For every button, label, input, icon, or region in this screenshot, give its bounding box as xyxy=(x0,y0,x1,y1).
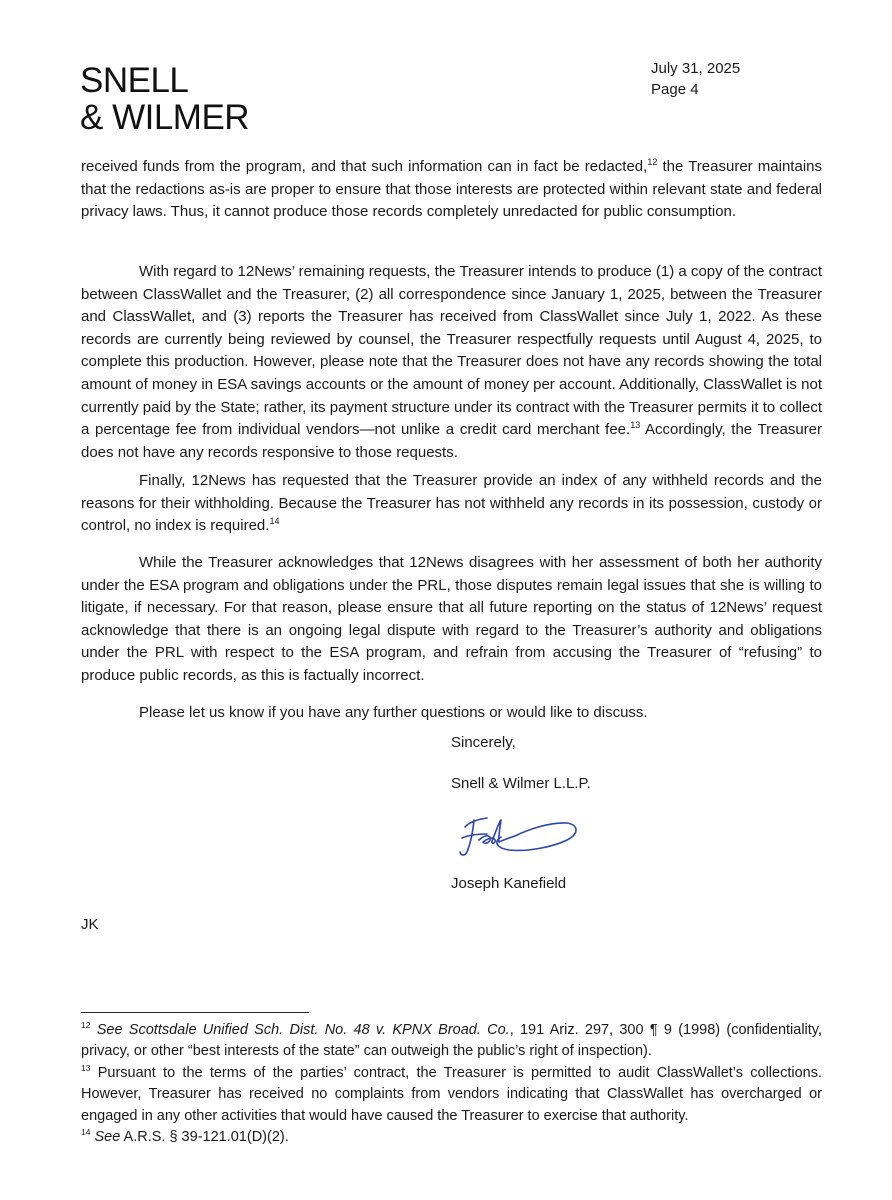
footnote-12 xyxy=(81,1020,822,1063)
logo-line-1: SNELL xyxy=(80,61,189,100)
footnote-ref-12[interactable]: 12 xyxy=(647,157,658,167)
paragraph-5 xyxy=(81,702,822,725)
paragraph-1 xyxy=(81,156,822,224)
footnote-ref-13[interactable]: 13 xyxy=(630,420,641,431)
page-number: Page 4 xyxy=(651,81,699,98)
footnote-12-case: Scottsdale Unified Sch. Dist. No. 48 v. KPNX Broad. Co. xyxy=(122,1022,510,1038)
footnote-divider xyxy=(81,1012,309,1013)
footnote-12-text: , 191 Ariz. 297, 300 ¶ 9 (1998) (confidentiality, privacy, or other “best interests of the state” can outweigh the public’s right of inspection). xyxy=(81,1022,823,1060)
header-meta xyxy=(651,58,740,100)
footnote-12-number: 12 xyxy=(81,1020,91,1031)
footnote-13-text: Pursuant to the terms of the parties’ contract, the Treasurer is permitted to audit ClassWallet’s collections. However, Treasurer has received no complaints from vendors indicating that ClassWallet has overcharged or engaged in any other activities that would have caused the Treasurer to exercise that authority. xyxy=(81,1064,822,1124)
closing-salutation: Sincerely, xyxy=(451,734,516,751)
firm-logo xyxy=(80,62,249,136)
footnote-12-see: See xyxy=(96,1022,123,1038)
closing-firm: Snell & Wilmer L.L.P. xyxy=(451,775,591,792)
footnote-ref-14[interactable]: 14 xyxy=(269,516,280,527)
letter-date: July 31, 2025 xyxy=(651,60,741,77)
paragraph-3 xyxy=(81,470,822,538)
paragraph-2-text-a: With regard to 12News’ remaining requests, the Treasurer intends to produce (1) a copy of the contract between ClassWallet and the Treasurer, (2) all correspondence since January 1, 2025, between the Treasurer and ClassWallet, and (3) reports the Treasurer has received from ClassWallet since July 1, 2022. As these records are currently being reviewed by counsel, the Treasurer respectfully requests until August 4, 2025, to complete this production. However, please note that the Treasurer does not have any records showing the total amount of money in ESA savings accounts or the amount of money per account. Additionally, ClassWallet is not currently paid by the State; rather, its payment structure under its contract with the Treasurer permits it to collect a percentage fee from individual vendors—not unlike a credit card merchant fee. xyxy=(81,263,822,439)
paragraph-4-text: While the Treasurer acknowledges that 12News disagrees with her assessment of both her authority under the ESA program and obligations under the PRL, those disputes remain legal issues that she is willing to litigate, if necessary. For that reason, please ensure that all future reporting on the status of 12News’ request acknowledge that there is an ongoing legal dispute with regard to the Treasurer’s authority and obligations under the PRL with respect to the ESA program, and refrain from accusing the Treasurer of “refusing” to produce public records, as this is factually incorrect. xyxy=(81,554,822,684)
footnote-14-text: A.R.S. § 39-121.01(D)(2). xyxy=(120,1129,289,1146)
paragraph-5-text: Please let us know if you have any further questions or would like to discuss. xyxy=(139,704,648,721)
footnote-14-number: 14 xyxy=(81,1127,91,1138)
signature-image xyxy=(457,812,582,860)
footnote-14 xyxy=(81,1127,822,1148)
signatory-name: Joseph Kanefield xyxy=(451,875,567,892)
paragraph-1-text-b: the Treasurer maintains that the redactions as-is are proper to ensure that those interests are protected within relevant state and federal privacy laws. Thus, it cannot produce those records completely unredacted for public consumption. xyxy=(81,158,822,221)
footnote-13 xyxy=(81,1063,822,1127)
footnote-13-number: 13 xyxy=(81,1062,91,1073)
footnotes xyxy=(81,1020,822,1148)
paragraph-1-text-a: received funds from the program, and that such information can in fact be redacted, xyxy=(81,158,648,175)
logo-line-2: & WILMER xyxy=(80,98,250,137)
paragraph-4 xyxy=(81,552,822,688)
paragraph-2-text-b: Accordingly, the Treasurer does not have any records responsive to those requests. xyxy=(81,421,822,461)
footnote-14-see: See xyxy=(94,1129,121,1146)
typist-initials: JK xyxy=(81,916,99,933)
paragraph-2 xyxy=(81,261,822,464)
paragraph-3-text: Finally, 12News has requested that the Treasurer provide an index of any withheld records and the reasons for their withholding. Because the Treasurer has not withheld any records in its possession, custody or control, no index is required. xyxy=(81,472,822,535)
